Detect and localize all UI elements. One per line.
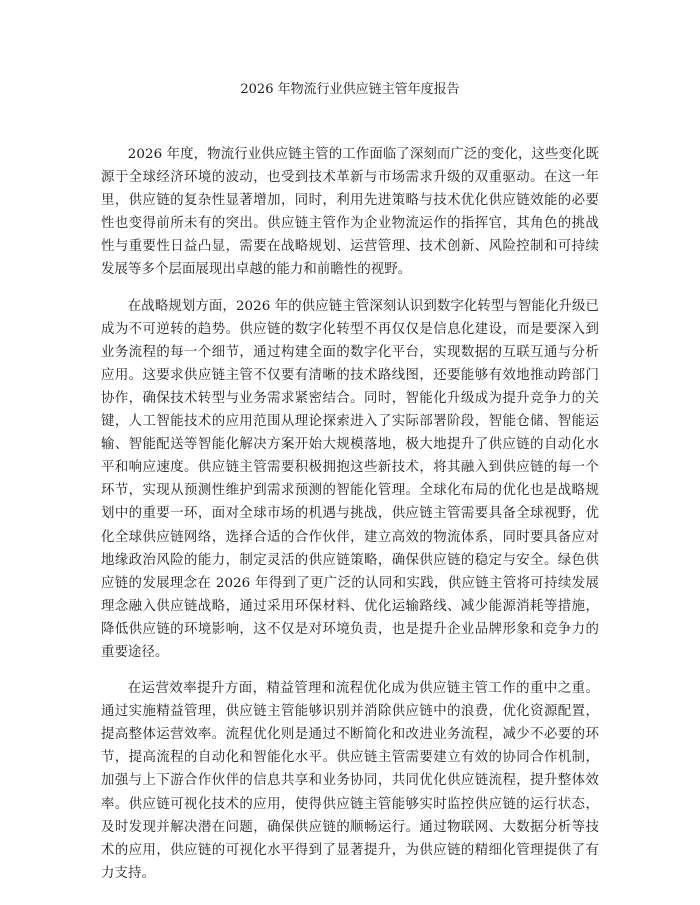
paragraph-strategy: 在战略规划方面，2026 年的供应链主管深刻认识到数字化转型与智能化升级已成为不可逆转的趋势。供应链的数字化转型不再仅仅是信息化建设，而是要深入到业务流程的每一个细节，通过构建全面的数字化平台，实现数据的互联互通与分析应用。这要求供应链主管不仅要有清晰的技术路线图，还要能够有效地推动跨部门协作，确保技术转型与业务需求紧密结合。同时，智能化升级成为提升竞争力的关键，人工智能技术的应用范围从理论探索进入了实际部署阶段，智能仓储、智能运输、智能配送等智能化解决方案开始大规模落地，极大地提升了供应链的自动化水平和响应速度。供应链主管需要积极拥抱这些新技术，将其融入到供应链的每一个环节，实现从预测性维护到需求预测的智能化管理。全球化布局的优化也是战略规划中的重要一环，面对全球市场的机遇与挑战，供应链主管需要具备全球视野，优化全球供应链网络，选择合适的合作伙伴，建立高效的物流体系，同时要具备应对地缘政治风险的能力，制定灵活的供应链策略，确保供应链的稳定与安全。绿色供应链的发展理念在 2026 年得到了更广泛的认同和实践，供应链主管将可持续发展理念融入供应链战略，通过采用环保材料、优化运输路线、减少能源消耗等措施，降低供应链的环境影响，这不仅是对环境负责，也是提升企业品牌形象和竞争力的重要途径。 [101,298,599,660]
document-body [101,143,599,898]
paragraph-intro: 2026 年度，物流行业供应链主管的工作面临了深刻而广泛的变化，这些变化既源于全球经济环境的波动，也受到技术革新与市场需求升级的双重驱动。在这一年里，供应链的复杂性显著增加，同时，利用先进策略与技术优化供应链效能的必要性也变得前所未有的突出。供应链主管作为企业物流运作的指挥官，其角色的挑战性与重要性日益凸显，需要在战略规划、运营管理、技术创新、风险控制和可持续发展等多个层面展现出卓越的能力和前瞻性的视野。 [101,147,599,278]
document-title: 2026 年物流行业供应链主管年度报告 [240,82,460,97]
paragraph-operations: 在运营效率提升方面，精益管理和流程优化成为供应链主管工作的重中之重。通过实施精益管理，供应链主管能够识别并消除供应链中的浪费，优化资源配置，提高整体运营效率。流程优化则是通过不断简化和改进业务流程，减少不必要的环节，提高流程的自动化和智能化水平。供应链主管需要建立有效的协同合作机制，加强与上下游合作伙伴的信息共享和业务协同，共同优化供应链流程，提升整体效率。供应链可视化技术的应用，使得供应链主管能够实时监控供应链的运行状态，及时发现并解决潜在问题，确保供应链的顺畅运行。通过物联网、大数据分析等技术的应用，供应链的可视化水平得到了显著提升，为供应链的精细化管理提供了有力支持。 [101,681,599,881]
